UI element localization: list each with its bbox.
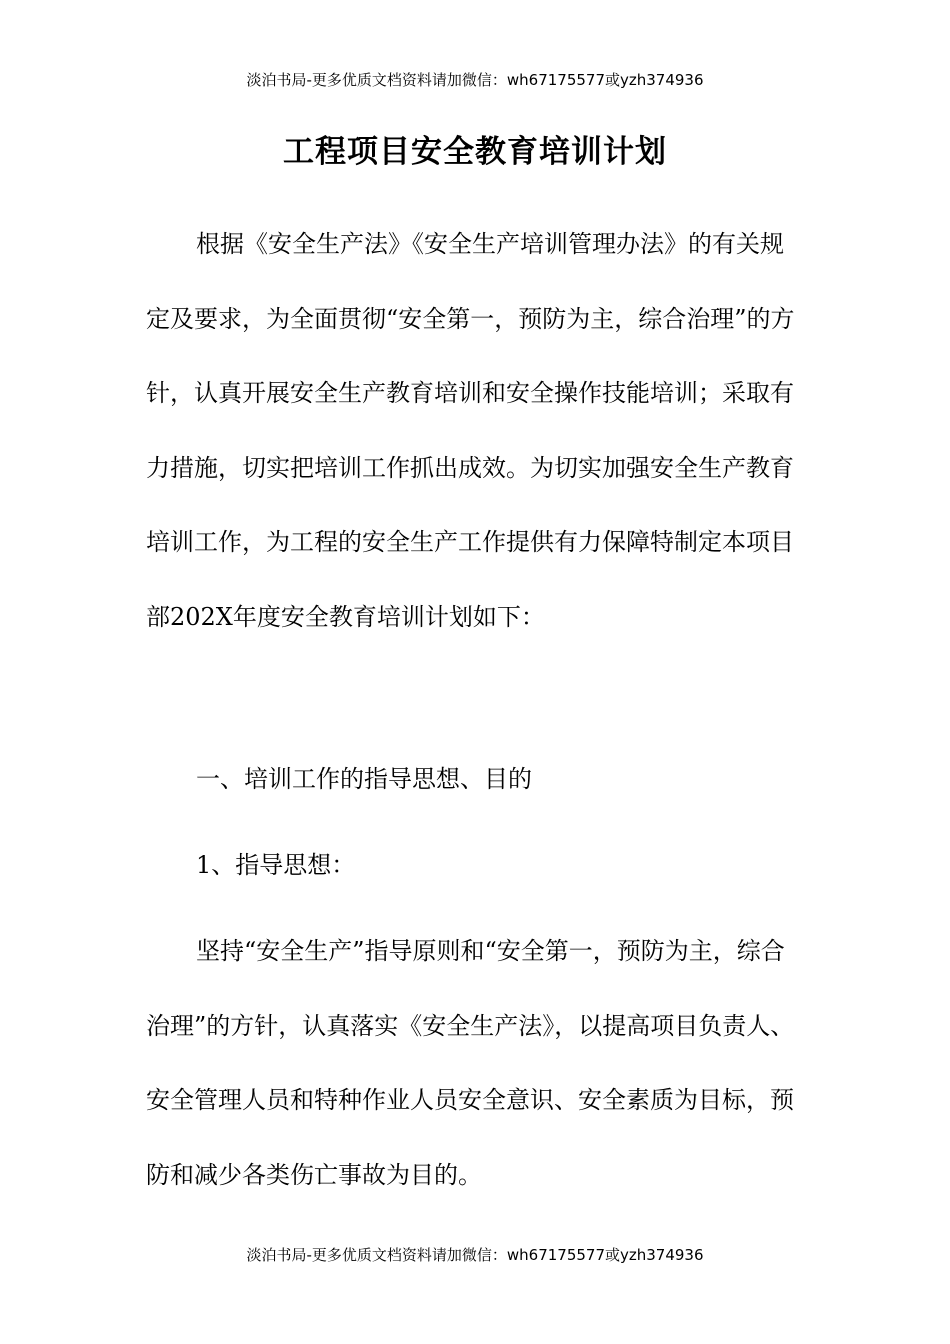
footer-watermark: 淡泊书局-更多优质文档资料请加微信：wh67175577或yzh374936 bbox=[246, 1246, 704, 1264]
document-title: 工程项目安全教育培训计划 bbox=[283, 134, 667, 170]
header-watermark: 淡泊书局-更多优质文档资料请加微信：wh67175577或yzh374936 bbox=[246, 71, 704, 89]
guiding-ideology-paragraph: 坚持“安全生产”指导原则和“安全第一，预防为主，综合治理”的方针，认真落实《安全生产法》，以提高项目负责人、安全管理人员和特种作业人员安全意识、安全素质为目标，预防和减少各类伤亡事故为目的。 bbox=[146, 937, 795, 1189]
intro-paragraph: 根据《安全生产法》《安全生产培训管理办法》的有关规定及要求，为全面贯彻“安全第一，预防为主，综合治理”的方针，认真开展安全生产教育培训和安全操作技能培训；采取有力措施，切实把培训工作抓出成效。为切实加强安全生产教育培训工作，为工程的安全生产工作提供有力保障特制定本项目部202X年度安全教育培训计划如下： bbox=[146, 230, 795, 631]
section-heading: 一、培训工作的指导思想、目的 bbox=[196, 765, 532, 793]
subsection-heading: 1、指导思想： bbox=[196, 851, 356, 879]
